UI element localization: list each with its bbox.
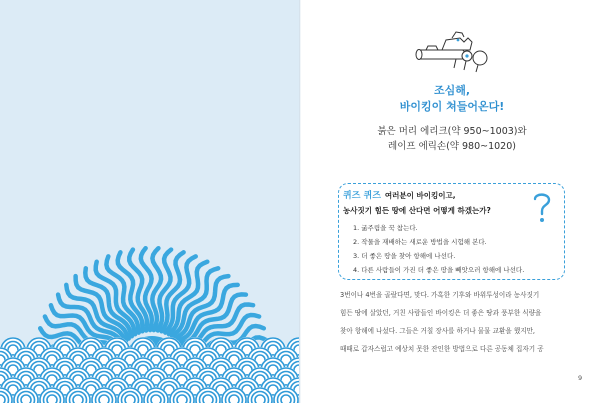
viking-ship-icon bbox=[412, 28, 492, 76]
quiz-option-4: 4. 다른 사람들이 가진 더 좋은 땅을 빼앗으러 항해에 나선다. bbox=[353, 266, 525, 274]
page-number: 9 bbox=[578, 374, 583, 382]
chapter-subtitle-line1: 붉은 머리 에리크(약 950~1003)와 bbox=[377, 126, 527, 137]
quiz-question-line2: 농사짓기 힘든 땅에 산다면 어떻게 하겠는가? bbox=[343, 206, 491, 215]
body-text-line: 힘든 땅에 살았던, 거친 사람들인 바이킹은 더 좋은 땅과 풍부한 식량을 bbox=[340, 309, 542, 317]
quiz-option-2: 2. 작물을 재배하는 새로운 방법을 시험해 본다. bbox=[353, 238, 487, 246]
chapter-title-line2: 바이킹이 쳐들어온다! bbox=[399, 100, 505, 113]
body-text-line: 때때로 갑자스럽고 예상치 못한 잔인한 방법으로 다른 공동체 집자기 공 bbox=[340, 345, 544, 353]
quiz-question-line1: 여러분이 바이킹이고, bbox=[384, 191, 456, 200]
question-mark-icon bbox=[530, 190, 554, 224]
body-text-line: 3번이나 4번을 골랐다면, 맞다. 가혹한 기후와 바위투성이라 농사짓기 bbox=[340, 291, 540, 299]
quiz-option-3: 3. 더 좋은 땅을 찾아 항해에 나선다. bbox=[353, 252, 456, 260]
body-text-line: 찾아 항해에 나섰다. 그들은 거칠 장사를 하거나 물물 교환을 했지만, bbox=[340, 327, 536, 335]
chapter-subtitle-line2: 레이프 에릭손(약 980~1020) bbox=[388, 141, 516, 152]
quiz-option-1: 1. 굶주림을 꾹 참는다. bbox=[353, 224, 418, 232]
quiz-tag: 퀴즈 퀴즈 bbox=[343, 191, 381, 201]
quiz-header bbox=[343, 190, 456, 202]
chapter-title-line1: 조심해, bbox=[433, 84, 471, 97]
wave-pattern bbox=[0, 337, 300, 403]
